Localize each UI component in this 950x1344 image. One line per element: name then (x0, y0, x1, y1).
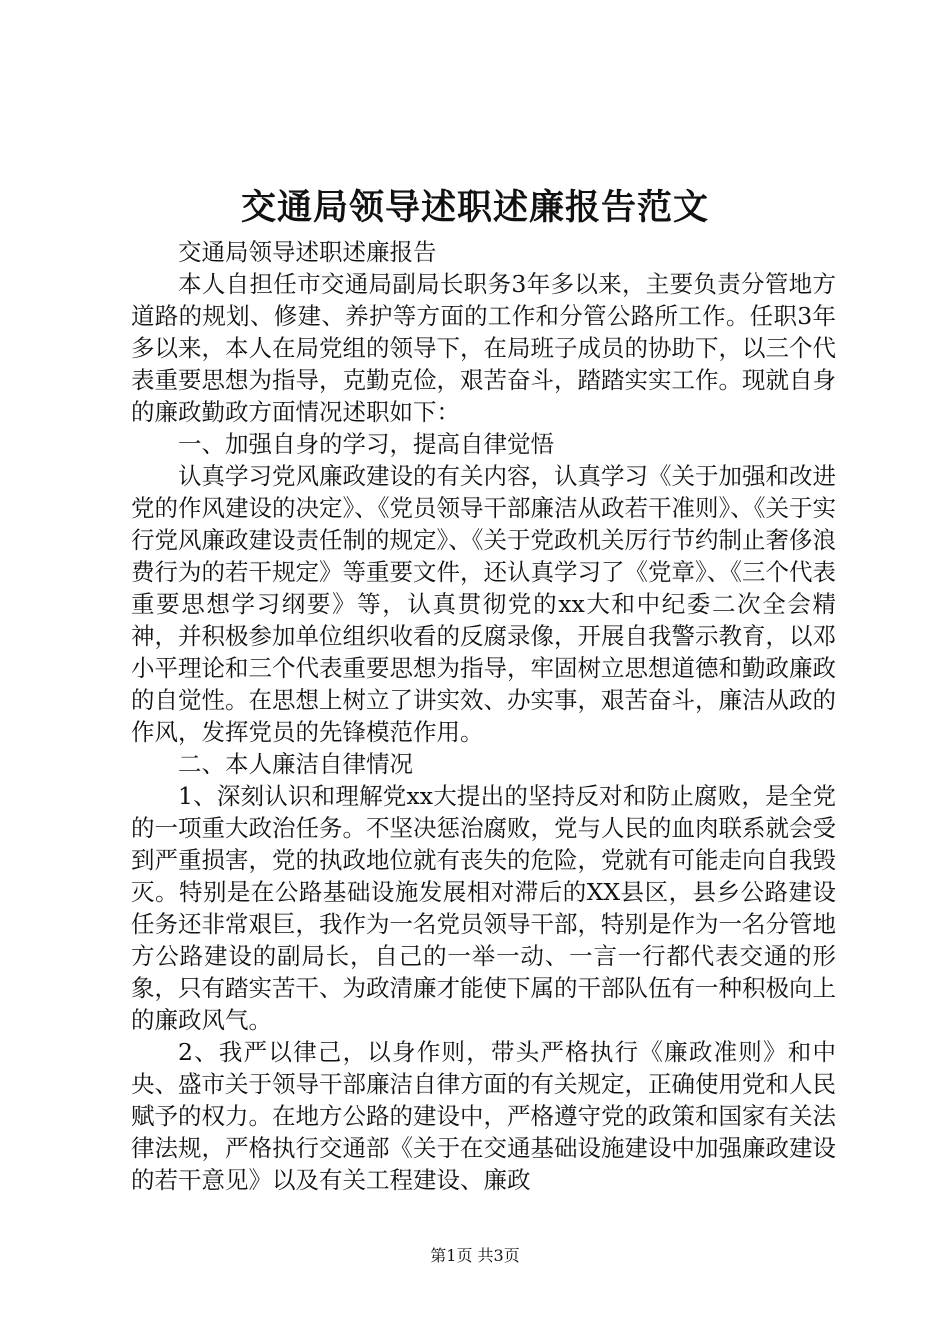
section-heading-1: 一、加强自身的学习，提高自律觉悟 (178, 430, 554, 458)
paragraph-study: 认真学习党风廉政建设的有关内容，认真学习《关于加强和改进党的作风建设的决定》、《党员领导干部廉洁从政若干准则》、《关于实行党风廉政建设责任制的规定》、《关于党政机关厉行节约制止奢侈浪费行为的若干规定》等重要文件，还认真学习了《党章》、《三个代表重要思想学习纲要》等，认真贯彻党的xx大和中纪委二次全会精神，并积极参加单位组织收看的反腐录像，开展自我警示教育，以邓小平理论和三个代表重要思想为指导，牢固树立思想道德和勤政廉政的自觉性。在思想上树立了讲实效、办实事，艰苦奋斗，廉洁从政的作风，发挥党员的先锋模范作用。 (131, 462, 836, 746)
document-body (131, 236, 836, 1196)
page-number-footer: 第1页 共3页 (430, 1246, 520, 1265)
section-heading-2: 二、本人廉洁自律情况 (178, 750, 413, 778)
paragraph-intro: 本人自担任市交通局副局长职务3年多以来，主要负责分管地方道路的规划、修建、养护等方面的工作和分管公路所工作。任职3年多以来，本人在局党组的领导下，在局班子成员的协助下，以三个代表重要思想为指导，克勤克俭，艰苦奋斗，踏踏实实工作。现就自身的廉政勤政方面情况述职如下： (131, 270, 836, 426)
document-title: 交通局领导述职述廉报告范文 (240, 187, 709, 228)
paragraph-subtitle: 交通局领导述职述廉报告 (178, 238, 437, 266)
paragraph-point-1: 1、深刻认识和理解党xx大提出的坚持反对和防止腐败，是全党的一项重大政治任务。不坚决惩治腐败，党与人民的血肉联系就会受到严重损害，党的执政地位就有丧失的危险，党就有可能走向自我毁灭。特别是在公路基础设施发展相对滞后的XX县区，县乡公路建设任务还非常艰巨，我作为一名党员领导干部，特别是作为一名分管地方公路建设的副局长，自己的一举一动、一言一行都代表交通的形象，只有踏实苦干、为政清廉才能使下属的干部队伍有一种积极向上的廉政风气。 (131, 782, 836, 1034)
paragraph-point-2: 2、我严以律己，以身作则，带头严格执行《廉政准则》和中央、盛市关于领导干部廉洁自律方面的有关规定，正确使用党和人民赋予的权力。在地方公路的建设中，严格遵守党的政策和国家有关法律法规，严格执行交通部《关于在交通基础设施建设中加强廉政建设的若干意见》以及有关工程建设、廉政 (131, 1038, 836, 1194)
